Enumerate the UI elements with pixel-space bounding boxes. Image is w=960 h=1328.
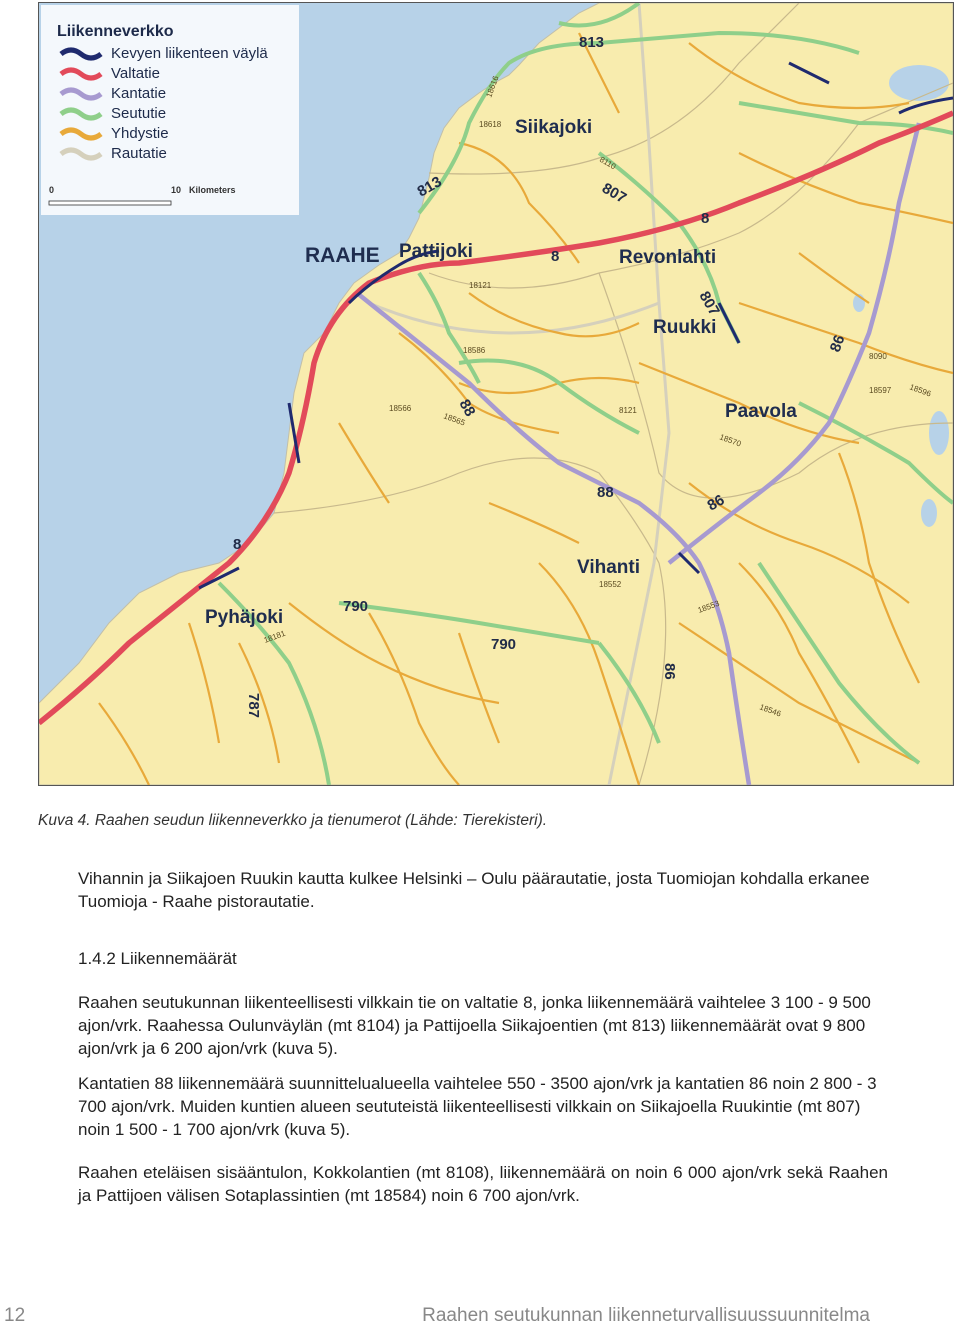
road-label: 88 [597,484,614,501]
legend-title: Liikenneverkko [57,23,174,40]
intro-paragraph: Vihannin ja Siikajoen Ruukin kautta kulkee Helsinki – Oulu päärautatie, josta Tuomiojan kohdalla erkanee Tuomioja - Raahe pistorautatie. [78,869,870,911]
small-road-label: 18586 [463,346,486,355]
town-pattijoki: Pattijoki [399,241,473,262]
footer-title: Raahen seutukunnan liikenneturvallisuussuunnitelma [422,1305,870,1326]
road-label: 790 [343,598,369,615]
legend-label: Rautatie [111,145,167,162]
small-road-label: 18546 [758,702,783,719]
town-revonlahti: Revonlahti [619,247,717,268]
road-label: 807 [599,179,630,207]
small-road-label: 18181 [262,628,287,645]
road-label: 8 [233,536,242,553]
legend-label: Yhdystie [111,125,169,142]
small-road-label: 18565 [442,411,467,428]
paragraph-1: Raahen seutukunnan liikenteellisesti vilkkain tie on valtatie 8, jonka liikennemäärä vaihtelee 3 100 - 9 500 ajon/vrk. Raahessa Oulunväylän (mt 8104) ja Pattijoella Siikajoentien (mt 813) liikennemäärät ovat 9 800 ajon/vrk ja 6 200 ajon/vrk (kuva 5). [78,993,871,1058]
road-label: 8 [701,210,710,227]
road-label: 86 [826,332,849,355]
small-road-label: 8121 [619,406,637,415]
legend-label: Valtatie [111,65,160,82]
road-label: 86 [661,663,678,680]
small-road-label: 18616 [484,74,501,99]
road-label: 86 [704,491,728,515]
scale-start: 0 [49,185,55,195]
town-pyhajoki: Pyhäjoki [205,607,284,628]
small-road-label: 18552 [599,580,622,589]
small-road-label: 18597 [869,386,892,395]
road-label: 88 [455,396,479,420]
scale-end: 10 [171,185,182,195]
road-label: 8 [551,248,560,265]
town-paavola: Paavola [725,401,797,422]
paragraph-2: Kantatien 88 liikennemäärä suunnittelualueella vaihtelee 550 - 3500 ajon/vrk ja kantatien 86 noin 2 800 - 3 700 ajon/vrk. Muiden kuntien alueen seututeistä liikenteellisesti vilkkain on Siikajoella Ruukintie (mt 807) noin 1 500 - 1 700 ajon/vrk (kuva 5). [78,1074,877,1139]
legend-label: Kevyen liikenteen väylä [111,45,268,62]
section-heading: 1.4.2 Liikennemäärät [78,949,237,968]
town-raahe: RAAHE [305,244,380,267]
town-vihanti: Vihanti [577,557,640,578]
town-siikajoki: Siikajoki [515,117,593,138]
road-label: 813 [414,173,445,201]
page-number: 12 [4,1305,26,1326]
paragraph-3: Raahen eteläisen sisääntulon, Kokkolantien (mt 8108), liikennemäärä on noin 6 000 ajon/vrk sekä Raahen ja Pattijoen välisen Sotaplassintien (mt 18584) noin 6 700 ajon/vrk. [78,1163,888,1205]
small-road-label: 8090 [869,352,887,361]
small-road-label: 18596 [908,382,933,399]
legend-label: Kantatie [111,85,167,102]
small-road-label: 18618 [479,120,502,129]
scale-unit: Kilometers [189,185,236,195]
small-road-label: 18570 [718,432,743,449]
road-network-map [38,2,954,786]
small-road-label: 8110 [598,154,618,172]
road-label: 790 [491,636,517,653]
road-label: 787 [245,693,262,719]
road-label: 813 [579,34,605,51]
small-road-label: 18566 [389,404,412,413]
legend-label: Seututie [111,105,167,122]
figure-caption: Kuva 4. Raahen seudun liikenneverkko ja tienumerot (Lähde: Tierekisteri). [38,812,548,829]
town-ruukki: Ruukki [653,317,717,338]
small-road-label: 18121 [469,281,492,290]
small-road-label: 18553 [696,598,721,615]
road-label: 807 [695,288,723,319]
